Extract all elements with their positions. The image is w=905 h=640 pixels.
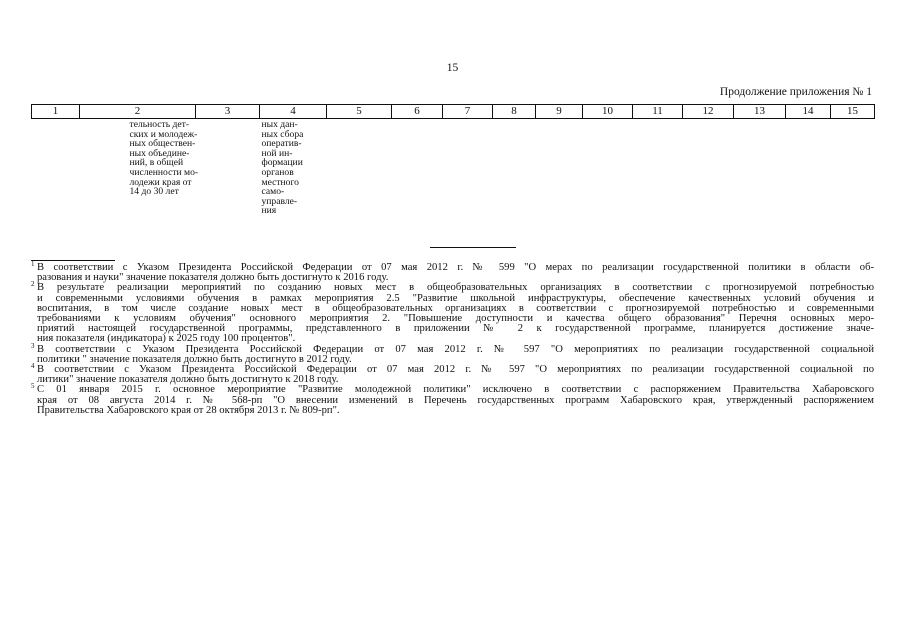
footnote-line: С 01 января 2015 г. основное мероприятие "Развитие молодежной политики" исключено в соответствии с распоряжением Правительства Хабаровского: [37, 384, 874, 396]
cell-col-3: [196, 119, 260, 216]
footnote-mark: 4: [31, 362, 35, 371]
cell-col-2: [80, 119, 199, 216]
col-header-11: 11: [633, 105, 683, 119]
cell-line: ных дан-: [261, 119, 298, 130]
col-header-2: 2: [80, 105, 196, 119]
cell-line: оператив-: [261, 138, 302, 150]
col-header-6: 6: [392, 105, 443, 119]
footnote-line: приятий настоящей государственной программы, представленного в приложении № 2 к государственной программе, планируется достижение значе-: [37, 323, 874, 335]
col-header-7: 7: [443, 105, 493, 119]
footnote-mark: 3: [31, 341, 35, 350]
cell-col-13: [734, 119, 786, 216]
col-header-1: 1: [32, 105, 80, 119]
footnote-line: В соответствии с Указом Президента Российской Федерации от 07 мая 2012 г. № 597 "О мероприятиях по реализации государственной социальной: [37, 343, 874, 355]
footnote-line: воспитания, в том числе создание новых мест в общеобразовательных организациях в соответствии с прогнозируемой потребностью и современными: [37, 302, 874, 314]
data-source-continuation: [262, 120, 327, 216]
page-number: 15: [446, 62, 459, 74]
cell-line: управле-: [261, 195, 298, 207]
cell-line: органов: [261, 166, 294, 178]
continuation-label: Продолжение приложения № 1: [719, 86, 872, 98]
footnote-3: [31, 341, 874, 365]
cell-col-7: [443, 119, 493, 216]
cell-line: ных обществен-: [129, 138, 196, 150]
footnote-line: В соответствии с Указом Президента Российской Федерации от 07 мая 2012 г. № 599 "О мерах по реализации государственной политики в области об-: [37, 262, 874, 273]
footnotes: [31, 260, 874, 416]
cell-col-9: [536, 119, 583, 216]
footnote-1: [31, 260, 874, 284]
col-header-5: 5: [327, 105, 392, 119]
cell-line: тельность дет-: [129, 119, 190, 130]
cell-col-5: [327, 119, 392, 216]
footnote-line: литики" значение показателя должно быть достигнуто к 2018 году.: [37, 374, 339, 386]
footnote-line: разования и науки" значение показателя должно быть достигнуто к 2016 году.: [37, 272, 389, 284]
cell-line: 14 до 30 лет: [129, 186, 179, 198]
col-header-9: 9: [536, 105, 583, 119]
cell-col-8: [493, 119, 536, 216]
table-end-divider: [430, 247, 516, 248]
cell-line: лодежи края от: [129, 176, 192, 188]
footnote-4: [31, 362, 874, 386]
cell-col-4: [260, 119, 327, 216]
cell-col-1: [32, 119, 80, 216]
footnote-mark: 2: [31, 280, 35, 289]
cell-col-10: [583, 119, 633, 216]
footnote-5: [31, 382, 874, 416]
footnote-2: [31, 280, 874, 345]
footnote-line: В соответствии с Указом Президента Российской Федерации от 07 мая 2012 г. № 597 "О мероприятиях по реализации государственной социальной по: [37, 364, 874, 376]
cell-line: ных объедине-: [129, 147, 190, 159]
cell-line: ских и молодеж-: [129, 128, 198, 140]
cell-line: ной ин-: [261, 147, 293, 159]
table-row: [32, 119, 875, 216]
col-header-12: 12: [683, 105, 734, 119]
col-header-13: 13: [734, 105, 786, 119]
cell-col-15: [831, 119, 875, 216]
cell-line: ных сбора: [261, 128, 304, 140]
col-header-15: 15: [831, 105, 875, 119]
cell-col-14: [786, 119, 831, 216]
cell-line: само-: [261, 186, 285, 198]
main-table: [31, 104, 875, 216]
cell-line: ний, в общей: [129, 157, 184, 169]
cell-col-6: [392, 119, 443, 216]
footnote-divider: [31, 260, 115, 261]
footnote-mark: 5: [31, 382, 35, 391]
col-header-3: 3: [196, 105, 260, 119]
footnote-line: края от 08 августа 2014 г. № 568-рп "О внесении изменений в Перечень государственных программ Хабаровского края, утвержденный распоряжением: [37, 394, 874, 406]
footnote-line: политики " значение показателя должно быть достигнуто в 2012 году.: [37, 353, 352, 365]
header-row: [32, 105, 875, 119]
footnote-line: В результате реализации мероприятий по созданию новых мест в общеобразовательных организациях в соответствии с прогнозируемой потребностью: [37, 282, 874, 294]
footnote-line: ния показателя (индикатора) к 2025 году 100 процентов".: [37, 333, 296, 345]
col-header-10: 10: [583, 105, 633, 119]
col-header-14: 14: [786, 105, 831, 119]
cell-col-12: [683, 119, 734, 216]
col-header-4: 4: [260, 105, 327, 119]
cell-line: численности мо-: [129, 166, 199, 178]
col-header-8: 8: [493, 105, 536, 119]
indicator-name-continuation: [129, 119, 199, 198]
footnote-line: требованиями к условиям обучения" основного мероприятия 2. "Повышение доступности и качества общего образования" Перечня основных меро-: [37, 313, 874, 325]
footnote-mark: 1: [31, 260, 35, 268]
footnote-line: Правительства Хабаровского края от 28 октября 2013 г. № 809-рп".: [37, 404, 340, 416]
cell-col-11: [633, 119, 683, 216]
cell-line: местного: [261, 176, 299, 188]
footnote-line: и современными условиями обучения в рамках мероприятия 2.5 "Развитие школьной инфраструктуры, обеспечение качественных условий обучения и: [37, 292, 874, 304]
cell-line: формации: [261, 157, 303, 169]
cell-line: ния: [261, 205, 277, 217]
